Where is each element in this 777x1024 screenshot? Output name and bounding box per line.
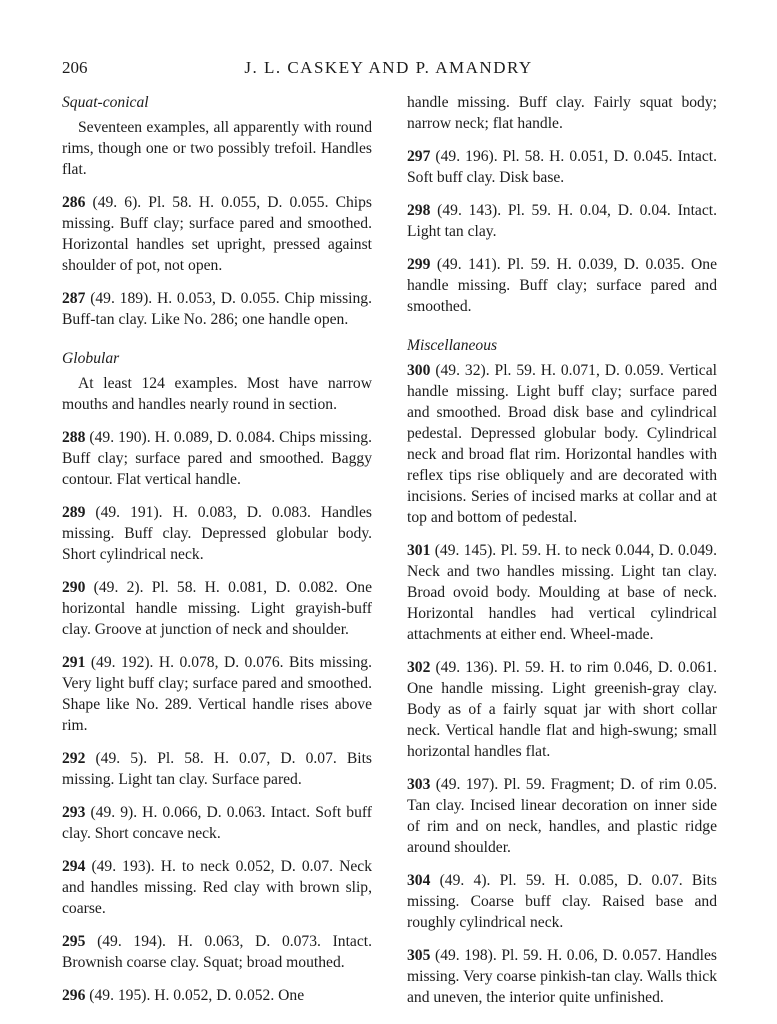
entry-text: (49. 141). Pl. 59. H. 0.039, D. 0.035. One handle missing. Buff clay; surface pared and smoothed. [407, 256, 717, 315]
entry-text: (49. 9). H. 0.066, D. 0.063. Intact. Soft buff clay. Short concave neck. [62, 804, 372, 842]
entry-number: 294 [62, 858, 86, 875]
catalogue-entry [407, 774, 717, 858]
entry-number: 297 [407, 148, 431, 165]
right-column [407, 92, 717, 1020]
entry-number: 291 [62, 654, 86, 671]
entry-number: 287 [62, 290, 86, 307]
catalogue-entry [407, 540, 717, 645]
entry-text: (49. 191). H. 0.083, D. 0.083. Handles missing. Buff clay. Depressed globular body. Short cylindrical neck. [62, 504, 372, 563]
entry-number: 301 [407, 542, 431, 559]
running-head: J. L. CASKEY AND P. AMANDRY [244, 58, 533, 77]
section-intro: At least 124 examples. Most have narrow mouths and handles nearly round in section. [62, 375, 372, 413]
catalogue-entry [407, 360, 717, 528]
entry-text: (49. 195). H. 0.052, D. 0.052. One [85, 987, 305, 1004]
section-title-globular: Globular [62, 350, 120, 367]
entry-text: (49. 2). Pl. 58. H. 0.081, D. 0.082. One horizontal handle missing. Light grayish-buff clay. Groove at junction of neck and shoulder. [62, 579, 372, 638]
entry-text: (49. 136). Pl. 59. H. to rim 0.046, D. 0.061. One handle missing. Light greenish-gray clay. Body as of a fairly squat jar with short collar neck. Vertical handle flat and high-swung; small horizontal handles flat. [407, 659, 717, 760]
entry-text: (49. 4). Pl. 59. H. 0.085, D. 0.07. Bits missing. Coarse buff clay. Raised base and roughly cylindrical neck. [407, 872, 717, 931]
catalogue-entry [407, 254, 717, 317]
catalogue-entry [62, 931, 372, 973]
entry-text: (49. 143). Pl. 59. H. 0.04, D. 0.04. Intact. Light tan clay. [407, 202, 717, 240]
entry-text: (49. 5). Pl. 58. H. 0.07, D. 0.07. Bits missing. Light tan clay. Surface pared. [62, 750, 372, 788]
catalogue-entry [62, 577, 372, 640]
entry-continuation: handle missing. Buff clay. Fairly squat body; narrow neck; flat handle. [407, 94, 717, 132]
catalogue-entry [62, 802, 372, 844]
entry-number: 300 [407, 362, 431, 379]
catalogue-entry [62, 652, 372, 736]
entry-number: 304 [407, 872, 431, 889]
catalogue-entry [407, 870, 717, 933]
entry-text: (49. 145). Pl. 59. H. to neck 0.044, D. 0.049. Neck and two handles missing. Light tan clay. Broad ovoid body. Moulding at base of neck. Horizontal handles had vertical cylindrical attachments at either end. Wheel-made. [407, 542, 717, 643]
section-title-miscellaneous: Miscellaneous [407, 337, 498, 354]
catalogue-entry [62, 288, 372, 330]
catalogue-entry [407, 657, 717, 762]
entry-text: (49. 194). H. 0.063, D. 0.073. Intact. Brownish coarse clay. Squat; broad mouthed. [62, 933, 372, 971]
entry-number: 290 [62, 579, 86, 596]
entry-text: (49. 193). H. to neck 0.052, D. 0.07. Neck and handles missing. Red clay with brown slip, coarse. [62, 858, 372, 917]
entry-text: (49. 32). Pl. 59. H. 0.071, D. 0.059. Vertical handle missing. Light buff clay; surface pared and smoothed. Broad disk base and cylindrical pedestal. Depressed globular body. Cylindrical neck and broad flat rim. Horizontal handles with reflex tips rise obliquely and are decorated with incisions. Series of incised marks at collar and at top and bottom of pedestal. [407, 362, 717, 526]
entry-text: (49. 196). Pl. 58. H. 0.051, D. 0.045. Intact. Soft buff clay. Disk base. [407, 148, 717, 186]
catalogue-entry [407, 146, 717, 188]
entry-number: 286 [62, 194, 86, 211]
catalogue-entry [62, 985, 372, 1006]
entry-number: 295 [62, 933, 86, 950]
entry-text: (49. 6). Pl. 58. H. 0.055, D. 0.055. Chips missing. Buff clay; surface pared and smoothed. Horizontal handles set upright, pressed against shoulder of pot, not open. [62, 194, 372, 274]
entry-number: 302 [407, 659, 431, 676]
section-title-squat-conical: Squat-conical [62, 94, 149, 111]
entry-number: 293 [62, 804, 86, 821]
catalogue-entry [407, 945, 717, 1008]
page-number: 206 [62, 58, 88, 77]
left-column [62, 92, 372, 1018]
section-intro: Seventeen examples, all apparently with round rims, though one or two possibly trefoil. Handles flat. [62, 119, 372, 178]
catalogue-entry [62, 192, 372, 276]
catalogue-entry [62, 502, 372, 565]
entry-text: (49. 190). H. 0.089, D. 0.084. Chips missing. Buff clay; surface pared and smoothed. Baggy contour. Flat vertical handle. [62, 429, 372, 488]
entry-number: 296 [62, 987, 86, 1004]
catalogue-entry [62, 427, 372, 490]
catalogue-entry [62, 856, 372, 919]
entry-number: 305 [407, 947, 431, 964]
entry-number: 298 [407, 202, 431, 219]
entry-number: 292 [62, 750, 86, 767]
entry-text: (49. 189). H. 0.053, D. 0.055. Chip missing. Buff-tan clay. Like No. 286; one handle open. [62, 290, 372, 328]
entry-text: (49. 192). H. 0.078, D. 0.076. Bits missing. Very light buff clay; surface pared and smoothed. Shape like No. 289. Vertical handle rises above rim. [62, 654, 372, 734]
entry-number: 303 [407, 776, 431, 793]
entry-number: 289 [62, 504, 86, 521]
entry-number: 288 [62, 429, 86, 446]
catalogue-entry [62, 748, 372, 790]
entry-text: (49. 197). Pl. 59. Fragment; D. of rim 0.05. Tan clay. Incised linear decoration on inner side of rim and on neck, handles, and plastic ridge around shoulder. [407, 776, 717, 856]
entry-number: 299 [407, 256, 431, 273]
catalogue-entry [407, 200, 717, 242]
entry-text: (49. 198). Pl. 59. H. 0.06, D. 0.057. Handles missing. Very coarse pinkish-tan clay. Walls thick and uneven, the interior quite unfinished. [407, 947, 717, 1006]
